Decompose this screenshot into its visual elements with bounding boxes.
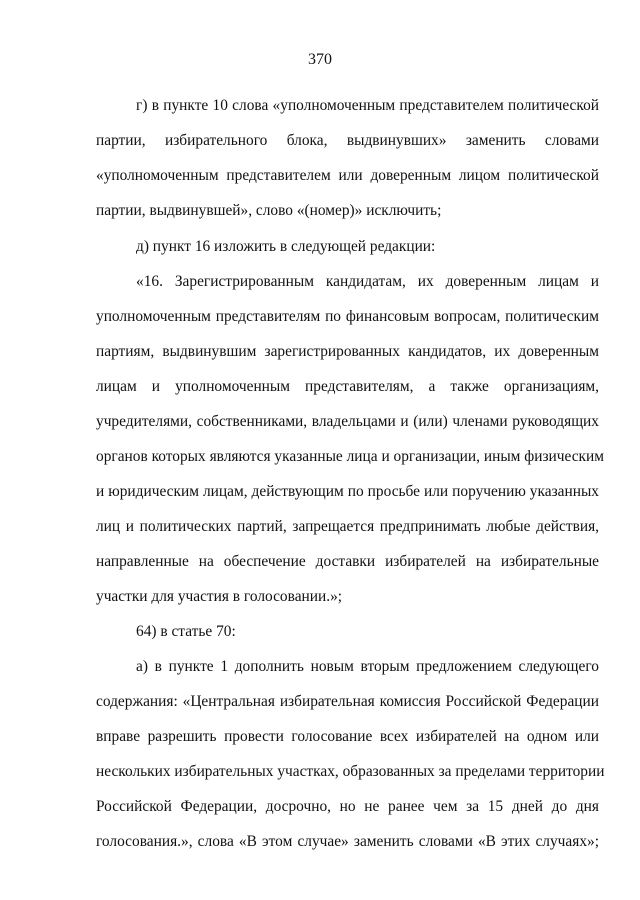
text-line: направленные на обеспечение доставки избирателей на избирательные — [96, 553, 599, 570]
text-line: партии, избирательного блока, выдвинувших» заменить словами — [96, 132, 599, 149]
text-line: лицам и уполномоченным представителям, а также организациям, — [96, 378, 599, 395]
text-line: нескольких избирательных участках, образованных за пределами территории — [96, 763, 605, 780]
page-number: 370 — [308, 51, 332, 68]
text-line: а) в пункте 1 дополнить новым вторым предложением следующего — [136, 658, 599, 675]
paragraph-d — [96, 229, 599, 264]
paragraph-64 — [96, 614, 599, 649]
text-line: партиям, выдвинувшим зарегистрированных кандидатов, их доверенным — [96, 343, 599, 360]
text-line: учредителями, собственниками, владельцами и (или) членами руководящих — [96, 413, 599, 430]
text-line: органов которых являются указанные лица и организации, иным физическим — [96, 448, 605, 465]
text-line: «16. Зарегистрированным кандидатам, их доверенным лицам и — [136, 273, 599, 290]
text-line: лиц и политических партий, запрещается предпринимать любые действия, — [96, 518, 599, 535]
paragraph-a — [96, 649, 605, 859]
text-line: д) пункт 16 изложить в следующей редакции: — [136, 238, 436, 255]
text-line: содержания: «Центральная избирательная комиссия Российской Федерации — [96, 693, 599, 710]
text-line: участки для участия в голосовании.»; — [96, 588, 343, 605]
text-line: г) в пункте 10 слова «уполномоченным представителем политической — [136, 97, 599, 114]
text-line: уполномоченным представителям по финансовым вопросам, политическим — [96, 308, 599, 325]
text-line: Российской Федерации, досрочно, но не ранее чем за 15 дней до дня — [96, 798, 599, 815]
text-line: партии, выдвинувшей», слово «(номер)» исключить; — [96, 202, 442, 219]
paragraph-item-16 — [96, 264, 605, 614]
text-line: 64) в статье 70: — [136, 623, 236, 640]
text-line: голосования.», слова «В этом случае» заменить словами «В этих случаях»; — [96, 833, 599, 850]
text-line: и юридическим лицам, действующим по просьбе или поручению указанных — [96, 483, 599, 500]
paragraph-g — [96, 88, 599, 228]
text-line: вправе разрешить провести голосование всех избирателей на одном или — [96, 728, 599, 745]
text-line: «уполномоченным представителем или доверенным лицом политической — [96, 167, 599, 184]
